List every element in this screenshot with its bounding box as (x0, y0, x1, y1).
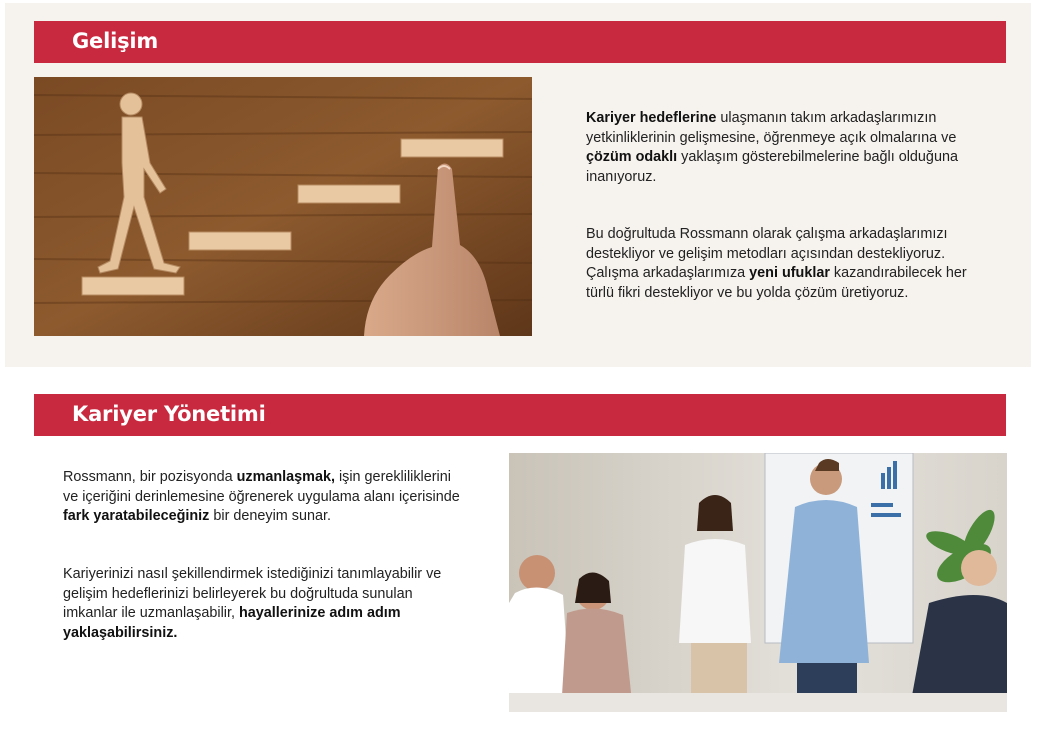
wooden-stairs-photo (34, 77, 532, 336)
gelisim-banner (34, 21, 1006, 63)
paragraph-text: Bu doğrultuda Rossmann olarak çalışma arkadaşlarımızı destekliyor ve gelişim metodları açısından destekliyoruz. Çalışma arkadaşlarımıza (586, 226, 948, 281)
bold-kariyer-hedeflerine: Kariyer hedeflerine (586, 110, 717, 126)
office-meeting-photo (509, 453, 1007, 712)
bold-cozum-odakli: çözüm odaklı (586, 149, 678, 165)
bold-hayallerinize: hayallerinize adım adım yaklaşabilirsiniz. (63, 605, 401, 641)
kariyer-yonetimi-banner (34, 394, 1006, 436)
paragraph-text: işin gerekliliklerini ve içeriğini derinlemesine öğrenerek uygulama alanı içerisinde (63, 469, 460, 505)
paragraph-text: Rossmann, bir pozisyonda (63, 469, 237, 485)
gelisim-title: Gelişim (72, 29, 159, 53)
paragraph-text: kazandırabilecek her türlü fikri destekliyor ve bu yolda çözüm üretiyoruz. (586, 265, 967, 301)
paragraph-text: ulaşmanın takım arkadaşlarımızın yetkinliklerinin gelişmesine, öğrenmeye açık olmalarına ve (586, 110, 957, 146)
bold-yeni-ufuklar: yeni ufuklar (749, 265, 830, 281)
bold-fark-yaratabileceginiz: fark yaratabileceğiniz (63, 508, 210, 524)
kariyer-paragraph-1 (63, 468, 463, 527)
office-meeting-illustration (509, 453, 1007, 712)
gelisim-paragraph-1 (586, 109, 986, 187)
kariyer-yonetimi-title: Kariyer Yönetimi (72, 402, 266, 426)
paragraph-text: Kariyerinizi nasıl şekillendirmek istediğinizi tanımlayabilir ve gelişim hedeflerinizi belirleyerek bu doğrultuda sunulan imkanlar ile uzmanlaşabilir, (63, 566, 442, 621)
paragraph-text: bir deneyim sunar. (209, 508, 331, 524)
bold-uzmanlasmak: uzmanlaşmak, (236, 469, 335, 485)
gelisim-paragraph-2 (586, 225, 986, 303)
kariyer-paragraph-2 (63, 565, 463, 643)
paragraph-text: yaklaşım gösterebilmelerine bağlı olduğuna inanıyoruz. (586, 149, 958, 185)
wooden-stairs-illustration (34, 77, 532, 336)
